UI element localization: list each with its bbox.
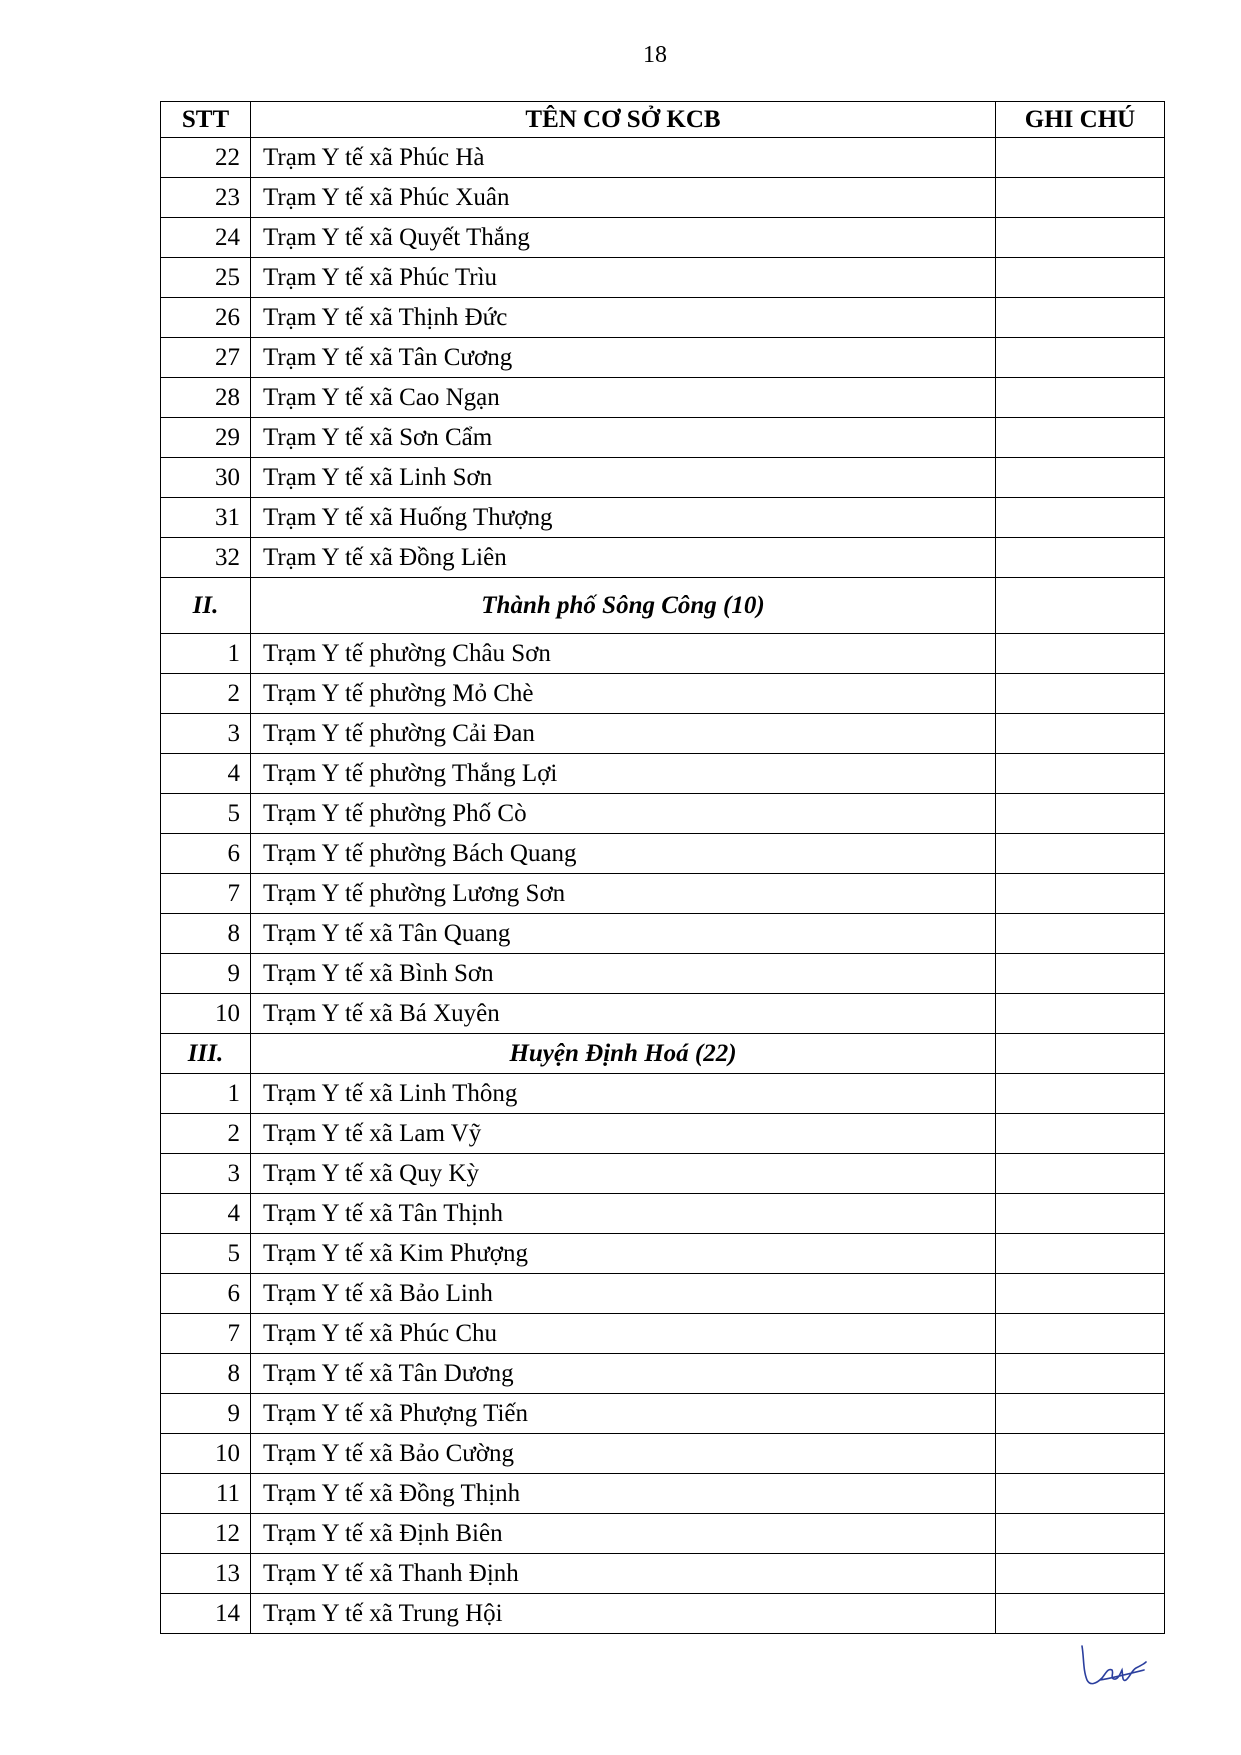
table-row	[161, 338, 1165, 378]
stt-cell: 32	[161, 538, 251, 578]
note-cell	[996, 578, 1165, 634]
facility-name-cell: Trạm Y tế phường Châu Sơn	[251, 634, 996, 674]
stt-cell: 11	[161, 1474, 251, 1514]
facility-name-cell: Trạm Y tế xã Kim Phượng	[251, 1234, 996, 1274]
facility-name-cell: Trạm Y tế xã Phúc Hà	[251, 138, 996, 178]
facility-name-cell: Trạm Y tế phường Phố Cò	[251, 794, 996, 834]
facility-name-cell: Trạm Y tế xã Đồng Liên	[251, 538, 996, 578]
facility-name-cell: Trạm Y tế phường Thắng Lợi	[251, 754, 996, 794]
table-row	[161, 218, 1165, 258]
table-row	[161, 1394, 1165, 1434]
note-cell	[996, 714, 1165, 754]
page-number: 18	[643, 42, 667, 68]
note-cell	[996, 994, 1165, 1034]
note-cell	[996, 634, 1165, 674]
table-row	[161, 178, 1165, 218]
table-header	[161, 102, 1165, 138]
table-row	[161, 954, 1165, 994]
facility-name-cell: Trạm Y tế xã Tân Thịnh	[251, 1194, 996, 1234]
table-row	[161, 258, 1165, 298]
stt-cell: 4	[161, 754, 251, 794]
table-row	[161, 874, 1165, 914]
stt-cell: 9	[161, 1394, 251, 1434]
stt-cell: 7	[161, 1314, 251, 1354]
stt-cell: 14	[161, 1594, 251, 1634]
facility-name-cell: Trạm Y tế xã Bình Sơn	[251, 954, 996, 994]
facility-name-cell: Trạm Y tế xã Bảo Cường	[251, 1434, 996, 1474]
facility-name-cell: Trạm Y tế xã Tân Quang	[251, 914, 996, 954]
facility-name-cell: Trạm Y tế phường Lương Sơn	[251, 874, 996, 914]
facility-name-cell: Trạm Y tế xã Bá Xuyên	[251, 994, 996, 1034]
facility-name-cell: Huyện Định Hoá (22)	[251, 1034, 996, 1074]
note-cell	[996, 178, 1165, 218]
stt-cell: 3	[161, 714, 251, 754]
section-header-row	[161, 578, 1165, 634]
note-cell	[996, 538, 1165, 578]
facility-name-cell: Trạm Y tế xã Phượng Tiến	[251, 1394, 996, 1434]
stt-cell: 26	[161, 298, 251, 338]
facility-name-cell: Trạm Y tế xã Thanh Định	[251, 1554, 996, 1594]
stt-cell: 5	[161, 1234, 251, 1274]
stt-cell: III.	[161, 1034, 251, 1074]
stt-cell: 10	[161, 994, 251, 1034]
stt-cell: 25	[161, 258, 251, 298]
facility-name-cell: Trạm Y tế xã Thịnh Đức	[251, 298, 996, 338]
table-row	[161, 1234, 1165, 1274]
stt-cell: 13	[161, 1554, 251, 1594]
table-row	[161, 298, 1165, 338]
note-cell	[996, 954, 1165, 994]
facility-name-cell: Trạm Y tế phường Mỏ Chè	[251, 674, 996, 714]
note-cell	[996, 298, 1165, 338]
stt-cell: 3	[161, 1154, 251, 1194]
stt-cell: 6	[161, 1274, 251, 1314]
note-cell	[996, 1594, 1165, 1634]
note-cell	[996, 338, 1165, 378]
facility-name-cell: Trạm Y tế xã Quyết Thắng	[251, 218, 996, 258]
note-cell	[996, 1274, 1165, 1314]
note-cell	[996, 218, 1165, 258]
note-cell	[996, 874, 1165, 914]
note-cell	[996, 1034, 1165, 1074]
facility-name-cell: Trạm Y tế phường Bách Quang	[251, 834, 996, 874]
note-cell	[996, 138, 1165, 178]
header-stt: STT	[161, 102, 251, 138]
stt-cell: 23	[161, 178, 251, 218]
table-row	[161, 794, 1165, 834]
note-cell	[996, 1394, 1165, 1434]
facility-name-cell: Trạm Y tế phường Cải Đan	[251, 714, 996, 754]
stt-cell: 6	[161, 834, 251, 874]
table-row	[161, 1194, 1165, 1234]
table-row	[161, 754, 1165, 794]
stt-cell: 29	[161, 418, 251, 458]
table-row	[161, 1354, 1165, 1394]
table-row	[161, 138, 1165, 178]
note-cell	[996, 1154, 1165, 1194]
table-row	[161, 634, 1165, 674]
signature-mark	[1078, 1640, 1148, 1690]
stt-cell: 2	[161, 1114, 251, 1154]
stt-cell: 12	[161, 1514, 251, 1554]
stt-cell: II.	[161, 578, 251, 634]
note-cell	[996, 258, 1165, 298]
facility-name-cell: Trạm Y tế xã Sơn Cẩm	[251, 418, 996, 458]
stt-cell: 7	[161, 874, 251, 914]
note-cell	[996, 498, 1165, 538]
table-row	[161, 714, 1165, 754]
note-cell	[996, 1314, 1165, 1354]
note-cell	[996, 1514, 1165, 1554]
facility-name-cell: Trạm Y tế xã Trung Hội	[251, 1594, 996, 1634]
table-row	[161, 1594, 1165, 1634]
facility-name-cell: Trạm Y tế xã Cao Ngạn	[251, 378, 996, 418]
section-header-row	[161, 1034, 1165, 1074]
facility-table	[160, 101, 1165, 1634]
table-row	[161, 1474, 1165, 1514]
table-row	[161, 418, 1165, 458]
table-row	[161, 1514, 1165, 1554]
facility-name-cell: Trạm Y tế xã Phúc Chu	[251, 1314, 996, 1354]
table-row	[161, 1274, 1165, 1314]
table-row	[161, 1314, 1165, 1354]
note-cell	[996, 674, 1165, 714]
facility-name-cell: Trạm Y tế xã Linh Thông	[251, 1074, 996, 1114]
note-cell	[996, 1074, 1165, 1114]
stt-cell: 9	[161, 954, 251, 994]
stt-cell: 31	[161, 498, 251, 538]
table-body	[161, 138, 1165, 1634]
stt-cell: 10	[161, 1434, 251, 1474]
facility-name-cell: Trạm Y tế xã Định Biên	[251, 1514, 996, 1554]
note-cell	[996, 458, 1165, 498]
header-facility-name: TÊN CƠ SỞ KCB	[251, 102, 996, 138]
table-row	[161, 674, 1165, 714]
note-cell	[996, 1234, 1165, 1274]
table-row	[161, 1554, 1165, 1594]
table-row	[161, 378, 1165, 418]
stt-cell: 1	[161, 1074, 251, 1114]
table-row	[161, 1074, 1165, 1114]
table-row	[161, 498, 1165, 538]
facility-name-cell: Trạm Y tế xã Phúc Trìu	[251, 258, 996, 298]
note-cell	[996, 754, 1165, 794]
facility-name-cell: Trạm Y tế xã Bảo Linh	[251, 1274, 996, 1314]
stt-cell: 28	[161, 378, 251, 418]
facility-name-cell: Trạm Y tế xã Tân Cương	[251, 338, 996, 378]
note-cell	[996, 1354, 1165, 1394]
stt-cell: 2	[161, 674, 251, 714]
table-row	[161, 1154, 1165, 1194]
stt-cell: 8	[161, 1354, 251, 1394]
stt-cell: 1	[161, 634, 251, 674]
facility-name-cell: Trạm Y tế xã Quy Kỳ	[251, 1154, 996, 1194]
facility-name-cell: Trạm Y tế xã Huống Thượng	[251, 498, 996, 538]
note-cell	[996, 1434, 1165, 1474]
facility-name-cell: Trạm Y tế xã Lam Vỹ	[251, 1114, 996, 1154]
note-cell	[996, 378, 1165, 418]
stt-cell: 30	[161, 458, 251, 498]
facility-name-cell: Trạm Y tế xã Phúc Xuân	[251, 178, 996, 218]
table-row	[161, 458, 1165, 498]
note-cell	[996, 794, 1165, 834]
note-cell	[996, 1114, 1165, 1154]
facility-name-cell: Thành phố Sông Công (10)	[251, 578, 996, 634]
note-cell	[996, 834, 1165, 874]
stt-cell: 5	[161, 794, 251, 834]
stt-cell: 24	[161, 218, 251, 258]
stt-cell: 22	[161, 138, 251, 178]
table-row	[161, 538, 1165, 578]
facility-name-cell: Trạm Y tế xã Tân Dương	[251, 1354, 996, 1394]
note-cell	[996, 1194, 1165, 1234]
note-cell	[996, 418, 1165, 458]
table-row	[161, 914, 1165, 954]
table-row	[161, 834, 1165, 874]
table-row	[161, 994, 1165, 1034]
table-row	[161, 1114, 1165, 1154]
stt-cell: 8	[161, 914, 251, 954]
note-cell	[996, 1474, 1165, 1514]
note-cell	[996, 914, 1165, 954]
table-row	[161, 1434, 1165, 1474]
facility-name-cell: Trạm Y tế xã Đồng Thịnh	[251, 1474, 996, 1514]
header-note: GHI CHÚ	[996, 102, 1165, 138]
stt-cell: 27	[161, 338, 251, 378]
stt-cell: 4	[161, 1194, 251, 1234]
facility-name-cell: Trạm Y tế xã Linh Sơn	[251, 458, 996, 498]
note-cell	[996, 1554, 1165, 1594]
